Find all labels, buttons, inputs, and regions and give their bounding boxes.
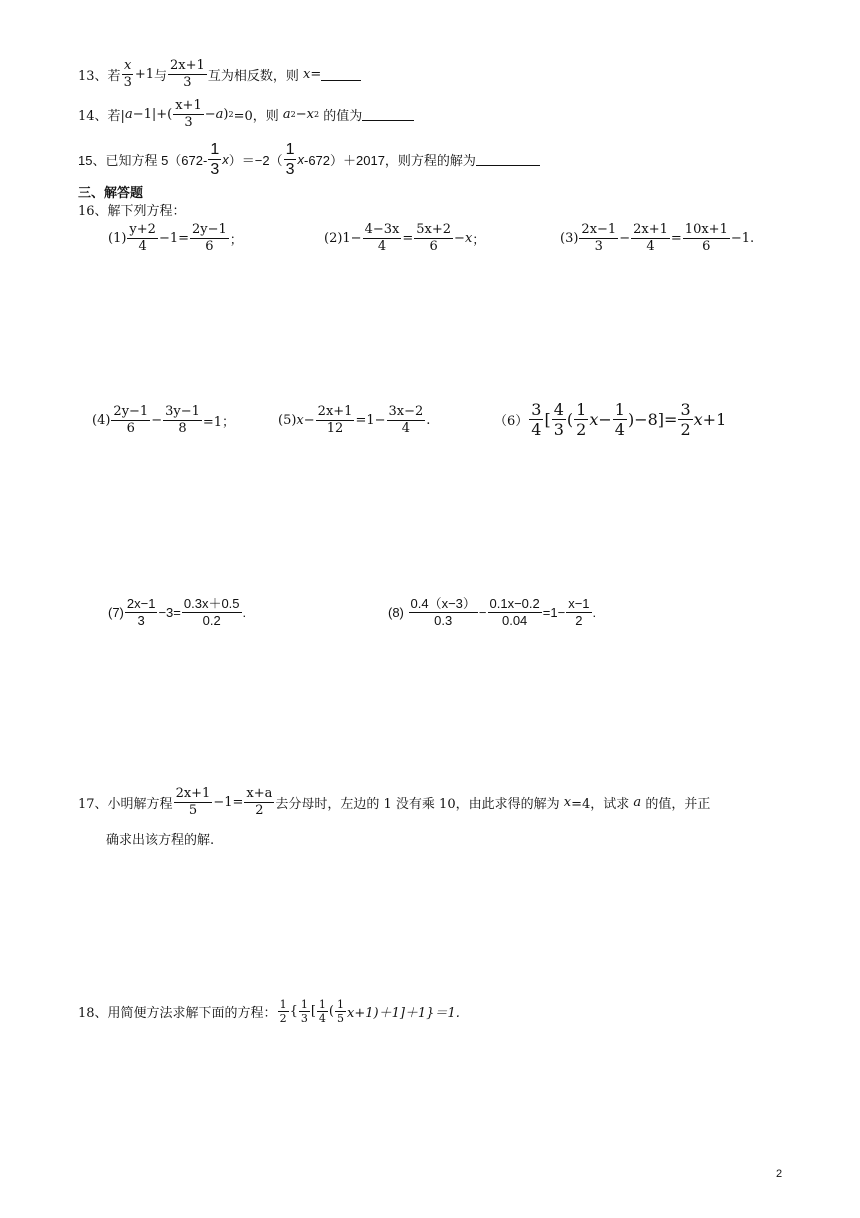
- question-17-line2: 确求出该方程的解.: [106, 833, 215, 848]
- fraction: $\frac{x+1}{3}$: [175, 98, 202, 130]
- equation-3: (3) $\frac{2x-1}{3}$ − $\frac{2x+1}{4}$ = $\frac{10x+1}{6}$ −1.: [560, 222, 755, 254]
- question-15: 15、 已知方程 5（672- $\frac{1}{3}$ x ）＝−2（ $\frac{1}{3}$ x -672）＋2017，则方程的解为: [78, 140, 540, 179]
- question-16-title: 16、解下列方程：: [78, 204, 186, 219]
- equation-5: (5) x − $\frac{2x+1}{12}$ =1− $\frac{3x-2}{4}$ .: [278, 404, 431, 436]
- equation-6: （6） $\frac{3}{4}$ [ $\frac{4}{3}$ ( $\frac{1}{2}$ x − $\frac{1}{4}$ )−8]= $\frac{3}{2}$ x +1: [494, 400, 727, 439]
- section-heading: 三、解答题: [78, 186, 144, 201]
- equation-1: (1) $\frac{y+2}{4}$ −1= $\frac{2y-1}{6}$ ；: [108, 222, 243, 254]
- equation-2: (2)1− $\frac{4-3x}{4}$ = $\frac{5x+2}{6}$ − x ；: [324, 222, 486, 254]
- fraction: $\frac{2x+1}{3}$: [170, 58, 205, 90]
- equation-8: (8) $\frac{0.4(x-3)}{0.3}$ − $\frac{0.1x-0.2}{0.04}$ =1− $\frac{x-1}{2}$ .: [388, 596, 597, 628]
- answer-blank[interactable]: [321, 68, 361, 81]
- fraction: $\frac{1}{3}$: [210, 141, 220, 178]
- fraction: $\frac{1}{3}$: [285, 141, 295, 178]
- question-18: 18、 用简便方法求解下面的方程： $\frac{1}{2}$ { $\frac{1}{3}$ [ $\frac{1}{4}$ ( $\frac{1}{5}$ x+1)＋1]＋1}＝1.: [78, 998, 460, 1025]
- question-17: 17、 小明解方程 $\frac{2x+1}{5}$ −1= $\frac{x+a}{2}$ 去分母时，左边的 1 没有乘 10，由此求得的解为 x =4，试求 a 的值，并正: [78, 786, 711, 818]
- answer-blank[interactable]: [476, 153, 540, 166]
- question-13: 13、 若 $\frac{x}{3}$ +1 与 $\frac{2x+1}{3}$ 互为相反数，则 x =: [78, 58, 361, 91]
- fraction: $\frac{x}{3}$: [123, 58, 132, 90]
- answer-blank[interactable]: [362, 108, 414, 121]
- question-14: 14、 若| a −1|+( $\frac{x+1}{3}$ − a ) 2 =0，则 a 2 − x 2 的值为: [78, 98, 414, 131]
- page-number: 2: [776, 1168, 783, 1180]
- equation-7: (7) $\frac{2x-1}{3}$ −3= $\frac{0.3x+0.5}{0.2}$ .: [108, 596, 247, 628]
- equation-4: (4) $\frac{2y-1}{6}$ − $\frac{3y-1}{8}$ =1；: [92, 404, 236, 436]
